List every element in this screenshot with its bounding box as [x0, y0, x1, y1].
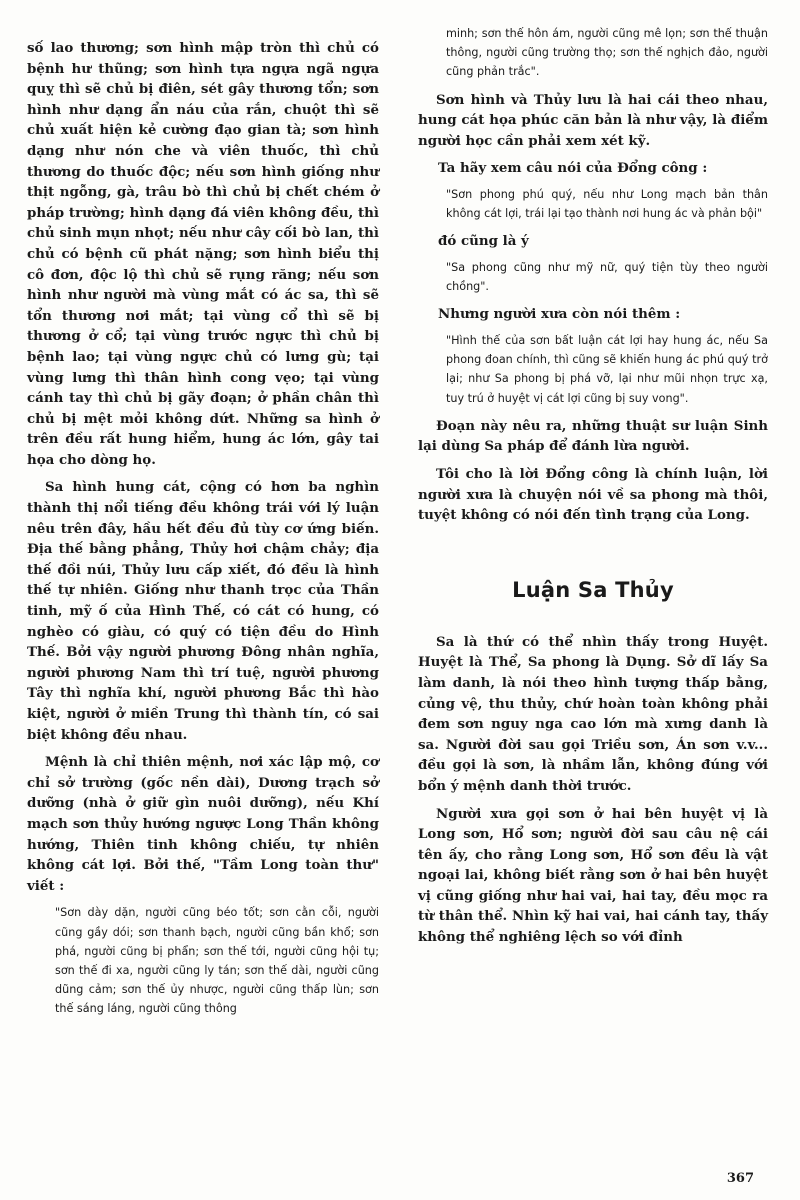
page-number: 367 [726, 1171, 754, 1186]
quotation: "Sơn phong phú quý, nếu như Long mạch bản thân không cát lợi, trái lại tạo thành nơi hung ác và phản bội" [446, 187, 768, 221]
body-paragraph: Tôi cho là lời Đổng công là chính luận, lời người xưa là chuyện nói về sa phong mà thôi, tuyệt không có nói đến tình trạng của Long. [418, 465, 768, 524]
body-paragraph: Đoạn này nêu ra, những thuật sư luận Sinh lại dùng Sa pháp để đánh lừa người. [418, 417, 768, 455]
section-heading: Luận Sa Thủy [512, 577, 674, 602]
quotation-continued: minh; sơn thế hôn ám, người cũng mê lọn; sơn thế thuận thông, người cũng trường thọ; sơn thế nghịch đảo, người cũng phản trắc". [446, 27, 768, 79]
lead-in-line: đó cũng là ý [438, 233, 529, 250]
lead-in-line: Nhưng người xưa còn nói thêm : [438, 306, 681, 323]
left-column [27, 38, 379, 1027]
body-paragraph: Sa là thứ có thể nhìn thấy trong Huyệt. Huyệt là Thể, Sa phong là Dụng. Sở dĩ lấy Sa làm danh, là nói theo hình tượng thấp bằng, củng vệ, thu thủy, chứ hoàn toàn không phải đem sơn nguy nga cao lớn mà xưng danh là sa. Người đời sau gọi Triều sơn, Án sơn v.v... đều gọi là sơn, là nhầm lẫn, không đúng với bổn ý mệnh danh thời trước. [418, 633, 768, 794]
body-paragraph: Mệnh là chỉ thiên mệnh, nơi xác lập mộ, cơ chỉ sở trường (gốc nền dài), Dương trạch sở dưỡng (nhà ở giữ gìn nuôi dưỡng), nếu Khí mạch sơn thủy hướng ngược Long Thần không hướng, Thiên tinh không chiếu, tự nhiên không cát lợi. Bởi thế, "Tầm Long toàn thư" viết : [27, 754, 379, 894]
body-paragraph: số lao thương; sơn hình mập tròn thì chủ có bệnh hư thũng; sơn hình tựa ngựa ngã ngựa quỵ thì sẽ chủ bị điên, sét gây thương tổn; sơn hình như dạng ẩn náu của rắn, chuột thì sẽ chủ xuất hiện kẻ cường đạo gian tà; sơn hình dạng như nón che và viên thuốc, thì chủ thương do thuốc độc; nếu sơn hình giống như thịt ngỗng, gà, trâu bò thì chủ bị chết chém ở pháp trường; hình dạng đá viên không đều, thì chủ sinh mụn nhọt; nếu như cây cối bò lan, thì chủ có bệnh cũ phát nặng; sơn hình biểu thị cô đơn, độc lộ thì chủ sẽ rụng răng; nếu sơn hình như người mà vùng mắt có ác sa, thì sẽ tổn thương nơi mắt; tại vùng cổ thì sẽ bị thương ở cổ; tại vùng trước ngực thì chủ bị bệnh lao; tại vùng ngực chủ có lưng gù; tại vùng lưng thì thân hình cong vẹo; tại vùng cánh tay thì chủ bị gãy đoạn; ở phần chân thì chủ bị mệt mỏi không dứt. Những sa hình ở trên đều rất hung hiểm, hung ác lớn, gây tai họa cho dòng họ. [27, 40, 379, 468]
right-column [418, 27, 768, 955]
quotation: "Hình thế của sơn bất luận cát lợi hay hung ác, nếu Sa phong đoan chính, thì cũng sẽ khiến hung ác phú quý trở lại; như Sa phong bị phá vỡ, lại như mũi nhọn trực xạ, tuy trú ở huyệt vị cát lợi cũng bị suy vong". [446, 333, 768, 405]
body-paragraph: Sa hình hung cát, cộng có hơn ba nghìn thành thị nổi tiếng đều không trái với lý luận nêu trên đây, hầu hết đều đủ tùy cơ ứng biến. Địa thế bằng phẳng, Thủy hơi chậm chảy; địa thế đồi núi, Thủy lưu cấp xiết, đó đều là hình thế tự nhiên. Giống như thanh trọc của Thần tinh, mỹ ố của Hình Thế, có cát có hung, có nghèo có giàu, có quý có tiện đều do Hình Thế. Bởi vậy người phương Đông nhân nghĩa, người phương Nam thì trí tuệ, người phương Tây thì nghĩa khí, người phương Bắc thì hào kiệt, người ở miền Trung thì thành tín, có sai biệt không đều nhau. [27, 479, 379, 743]
quotation: "Sa phong cũng như mỹ nữ, quý tiện tùy theo người chồng". [446, 260, 768, 294]
quotation: "Sơn dày dặn, người cũng béo tốt; sơn cằn cỗi, người cũng gầy dói; sơn thanh bạch, người cũng bần khổ; sơn phá, người cũng bị phẩn; sơn thế tới, người cũng hội tụ; sơn thế đi xa, người cũng ly tán; sơn thế dài, người cũng dũng cảm; sơn thế ủy nhược, người cũng thấp lùn; sơn thế sáng láng, người cũng thông [55, 906, 379, 1016]
body-paragraph: Người xưa gọi sơn ở hai bên huyệt vị là Long sơn, Hổ sơn; người đời sau câu nệ cái tên ấy, cho rằng Long sơn, Hổ sơn đều là vật ngoại lai, không biết rằng sơn ở hai bên huyệt vị cũng giống như hai vai, hai tay, đều mọc ra từ thân thể. Nhìn kỹ hai vai, hai cánh tay, thấy không thể nghiêng lệch so với đỉnh [418, 805, 768, 946]
lead-in-line: Ta hãy xem câu nói của Đổng công : [438, 160, 708, 177]
body-paragraph: Sơn hình và Thủy lưu là hai cái theo nhau, hung cát họa phúc căn bản là như vậy, là điểm người học cần phải xem xét kỹ. [418, 91, 768, 149]
